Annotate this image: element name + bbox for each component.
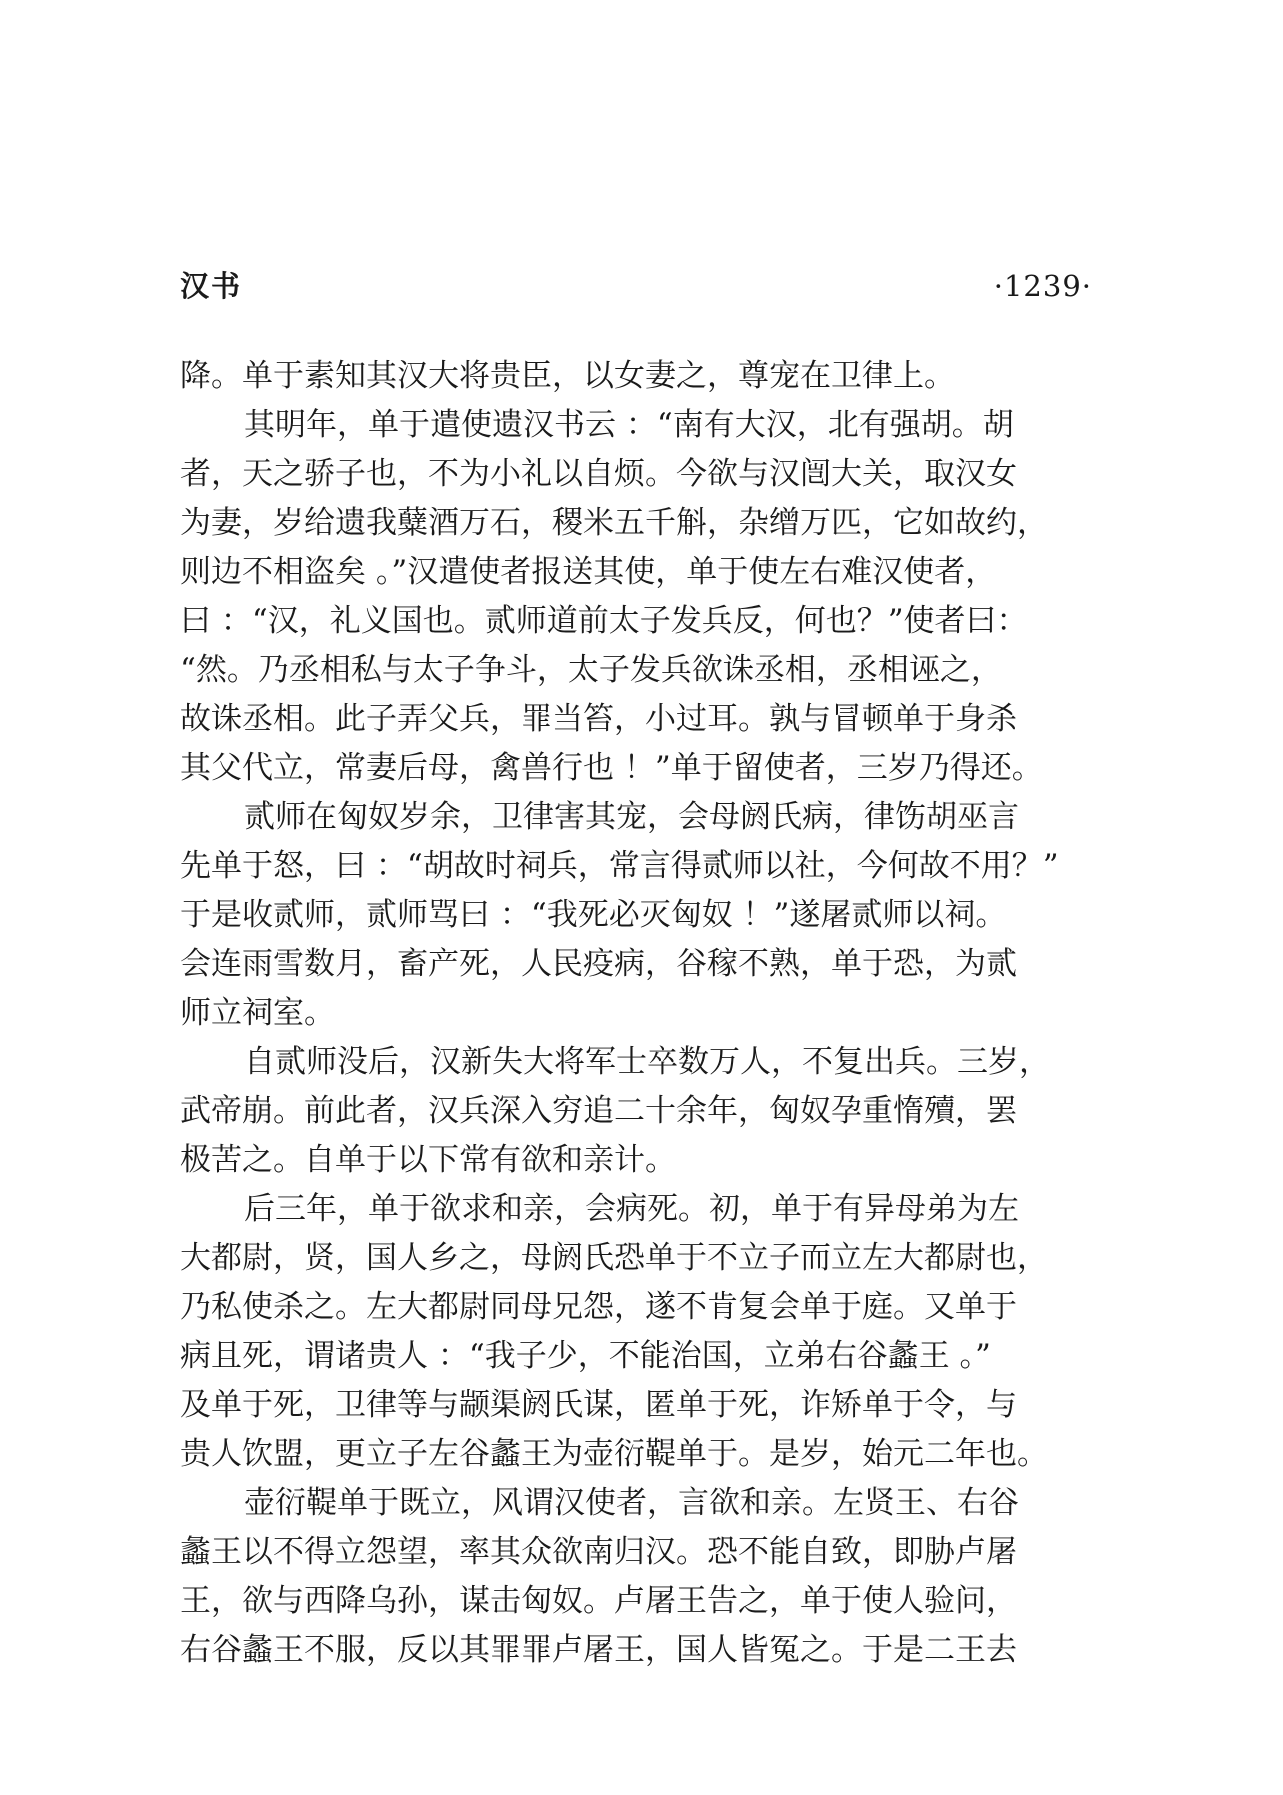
running-title: 汉书	[180, 269, 243, 303]
text-line: 及单于死，卫律等与颛渠阏氏谋，匿单于死，诈矫单于令，与	[180, 1387, 1017, 1423]
text-line: 则边不相盗矣 。”汉遣使者报送其使，单于使左右难汉使者，	[180, 554, 997, 590]
text-line: 曰 ：“汉，礼义国也。贰师道前太子发兵反，何也？”使者曰：	[180, 603, 1028, 639]
text-line: 者，天之骄子也，不为小礼以自烦。今欲与汉闿大关，取汉女	[180, 456, 1017, 492]
text-line: 右谷蠡王不服，反以其罪罪卢屠王，国人皆冤之。于是二王去	[180, 1632, 1017, 1668]
page-header	[180, 264, 1092, 308]
page-number: ·1239·	[993, 269, 1092, 303]
text-line: 壶衍鞮单于既立，风谓汉使者，言欲和亲。左贤王、右谷	[244, 1485, 1019, 1521]
text-line: 蠡王以不得立怨望，率其众欲南归汉。恐不能自致，即胁卢屠	[180, 1534, 1017, 1570]
text-line: 病且死，谓诸贵人 ：“我子少，不能治国，立弟右谷蠡王 。”	[180, 1338, 991, 1374]
text-line: 师立祠室。	[180, 995, 335, 1031]
text-line: 其明年，单于遣使遗汉书云 ：“南有大汉，北有强胡。胡	[244, 407, 1014, 443]
text-line: 先单于怒，曰 ：“胡故时祠兵，常言得贰师以社，今何故不用？”	[180, 848, 1059, 884]
text-line: 贵人饮盟，更立子左谷蠡王为壶衍鞮单于。是岁，始元二年也。	[180, 1436, 1048, 1472]
text-line: 为妻，岁给遗我糵酒万石，稷米五千斛，杂缯万匹，它如故约，	[180, 505, 1048, 541]
text-line: 王，欲与西降乌孙，谋击匈奴。卢屠王告之，单于使人验问，	[180, 1583, 1017, 1619]
text-line: 贰师在匈奴岁余，卫律害其宠，会母阏氏病，律饬胡巫言	[244, 799, 1019, 835]
text-line: 故诛丞相。此子弄父兵，罪当笞，小过耳。孰与冒顿单于身杀	[180, 701, 1017, 737]
text-line: 会连雨雪数月，畜产死，人民疫病，谷稼不熟，单于恐，为贰	[180, 946, 1017, 982]
text-line: 于是收贰师，贰师骂曰 ：“我死必灭匈奴 ！”遂屠贰师以祠。	[180, 897, 1007, 933]
text-line: 乃私使杀之。左大都尉同母兄怨，遂不肯复会单于庭。又单于	[180, 1289, 1017, 1325]
text-line: 后三年，单于欲求和亲，会病死。初，单于有异母弟为左	[244, 1191, 1019, 1227]
text-line: “然。乃丞相私与太子争斗，太子发兵欲诛丞相，丞相诬之，	[180, 652, 1002, 688]
text-line: 武帝崩。前此者，汉兵深入穷追二十余年，匈奴孕重惰殰，罢	[180, 1093, 1017, 1129]
text-line: 自贰师没后，汉新失大将军士卒数万人，不复出兵。三岁，	[244, 1044, 1050, 1080]
text-line: 极苦之。自单于以下常有欲和亲计。	[180, 1142, 676, 1178]
text-line: 降。单于素知其汉大将贵臣，以女妻之，尊宠在卫律上。	[180, 358, 955, 394]
text-line: 其父代立，常妻后母，禽兽行也 ！”单于留使者，三岁乃得还。	[180, 750, 1043, 786]
text-line: 大都尉，贤，国人乡之，母阏氏恐单于不立子而立左大都尉也，	[180, 1240, 1048, 1276]
body-text	[180, 352, 1085, 1675]
